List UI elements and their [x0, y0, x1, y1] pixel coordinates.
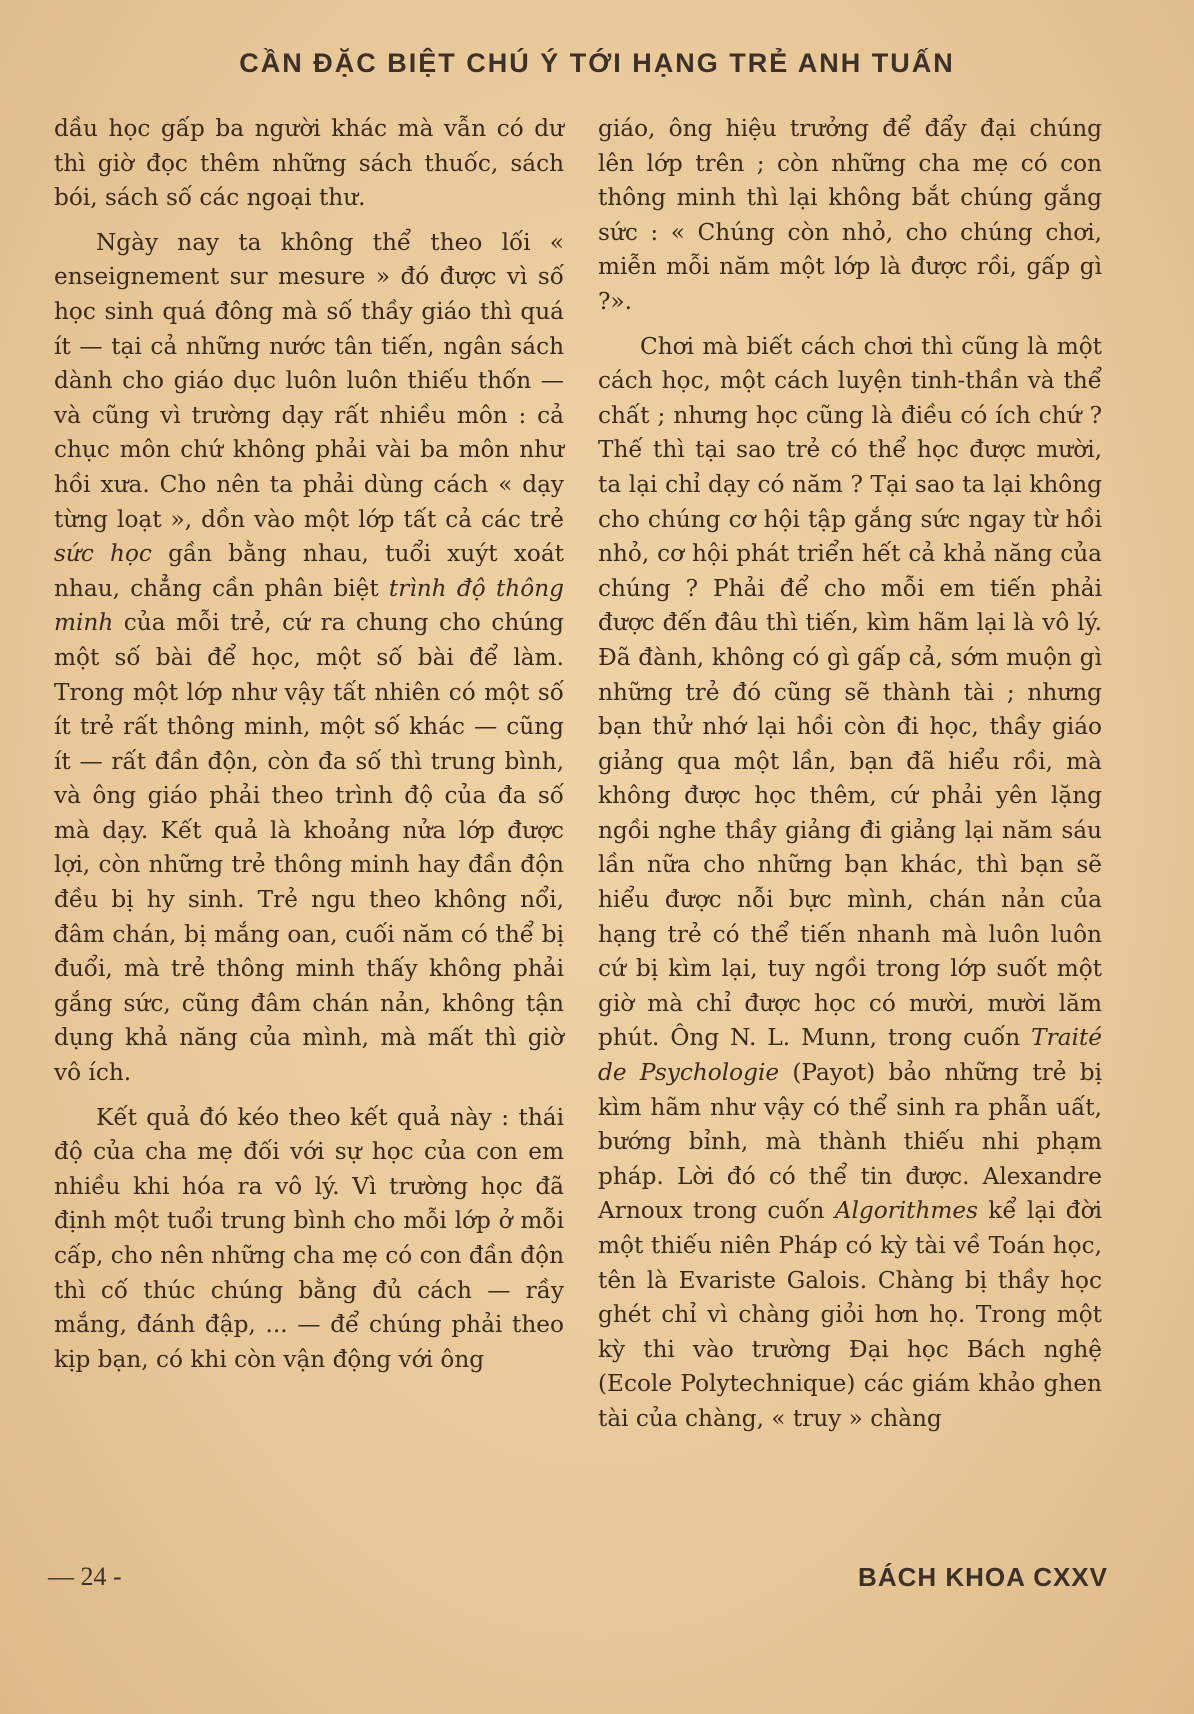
book-title: Traité de Psychologie — [598, 1024, 1102, 1087]
book-title: Algorithmes — [834, 1197, 979, 1225]
right-column — [598, 112, 1102, 1437]
italic-term: trình độ thông minh — [54, 574, 564, 637]
journal-name: BÁCH KHOA CXXV — [858, 1562, 1108, 1592]
paragraph: Chơi mà biết cách chơi thì cũng là một cách học, một cách luyện tinh-thần và thể chất ; nhưng học cũng là điều có ích chứ ? Thế thì tại sao trẻ có thể học được mười, ta lại chỉ dạy có năm ? Tại sao ta lại không cho chúng cơ hội tập gắng sức ngay từ hồi nhỏ, cơ hội phát triển hết cả khả năng của chúng ? Phải để cho mỗi em tiến phải được đến đâu thì tiến, kìm hãm lại là vô lý. Đã đành, không có gì gấp cả, sớm muộn gì những trẻ đó cũng sẽ thành tài ; nhưng bạn thử nhớ lại hồi còn đi học, thầy giáo giảng qua một lần, bạn đã hiểu rồi, mà không được học thêm, cứ phải yên lặng ngồi nghe thầy giảng đi giảng lại năm sáu lần nữa cho những bạn khác, thì bạn sẽ hiểu được nỗi bực mình, chán nản của hạng trẻ có thể tiến nhanh mà luôn luôn cứ bị kìm lại, tuy ngồi trong lớp suốt một giờ mà chỉ được học có mười, mười lăm phút. Ông N. L. Munn, trong cuốn Traité de Psychologie (Payot) bảo những trẻ bị kìm hãm như vậy có thể sinh ra phẫn uất, bướng bỉnh, mà thành thiếu nhi phạm pháp. Lời đó có thể tin được. Alexandre Arnoux trong cuốn Algorithmes kể lại đời một thiếu niên Pháp có kỳ tài về Toán học, tên là Evariste Galois. Chàng bị thầy học ghét chỉ vì chàng giỏi hơn họ. Trong một kỳ thi vào trường Đại học Bách nghệ (Ecole Polytechnique) các giám khảo ghen tài của chàng, « truy » chàng — [598, 332, 1102, 1432]
left-column — [54, 112, 564, 1377]
paragraph: giáo, ông hiệu trưởng để đẩy đại chúng lên lớp trên ; còn những cha mẹ có con thông minh thì lại không bắt chúng gắng sức : « Chúng còn nhỏ, cho chúng chơi, miễn mỗi năm một lớp là được rồi, gấp gì ?». — [598, 115, 1102, 315]
paragraph: Kết quả đó kéo theo kết quả này : thái độ của cha mẹ đối với sự học của con em nhiều khi hóa ra vô lý. Vì trường học đã định một tuổi trung bình cho mỗi lớp ở mỗi cấp, cho nên những cha mẹ có con đần độn thì cố thúc chúng bằng đủ cách — rầy mắng, đánh đập, ... — để chúng phải theo kịp bạn, có khi còn vận động với ông — [54, 1103, 564, 1373]
page-number: — 24 - — [48, 1562, 122, 1591]
italic-term: sức học — [54, 540, 152, 568]
paragraph: dầu học gấp ba người khác mà vẫn có dư thì giờ đọc thêm những sách thuốc, sách bói, sách số các ngoại thư. — [54, 115, 564, 212]
running-header: CẦN ĐẶC BIỆT CHÚ Ý TỚI HẠNG TRẺ ANH TUẤN — [239, 48, 955, 78]
paragraph: Ngày nay ta không thể theo lối « enseignement sur mesure » đó được vì số học sinh quá đông mà số thầy giáo thì quá ít — tại cả những nước tân tiến, ngân sách dành cho giáo dục luôn luôn thiếu thốn — và cũng vì trường dạy rất nhiều môn : cả chục môn chứ không phải vài ba môn như hồi xưa. Cho nên ta phải dùng cách « dạy từng loạt », dồn vào một lớp tất cả các trẻ sức học gần bằng nhau, tuổi xuýt xoát nhau, chẳng cần phân biệt trình độ thông minh của mỗi trẻ, cứ ra chung cho chúng một số bài để học, một số bài để làm. Trong một lớp như vậy tất nhiên có một số ít trẻ rất thông minh, một số khác — cũng ít — rất đần độn, còn đa số thì trung bình, và ông giáo phải theo trình độ của đa số mà dạy. Kết quả là khoảng nửa lớp được lợi, còn những trẻ thông minh hay đần độn đều bị hy sinh. Trẻ ngu theo không nổi, đâm chán, bị mắng oan, cuối năm có thể bị đuổi, mà trẻ thông minh thấy không phải gắng sức, cũng đâm chán nản, không tận dụng khả năng của mình, mà mất thì giờ vô ích. — [54, 228, 564, 1087]
